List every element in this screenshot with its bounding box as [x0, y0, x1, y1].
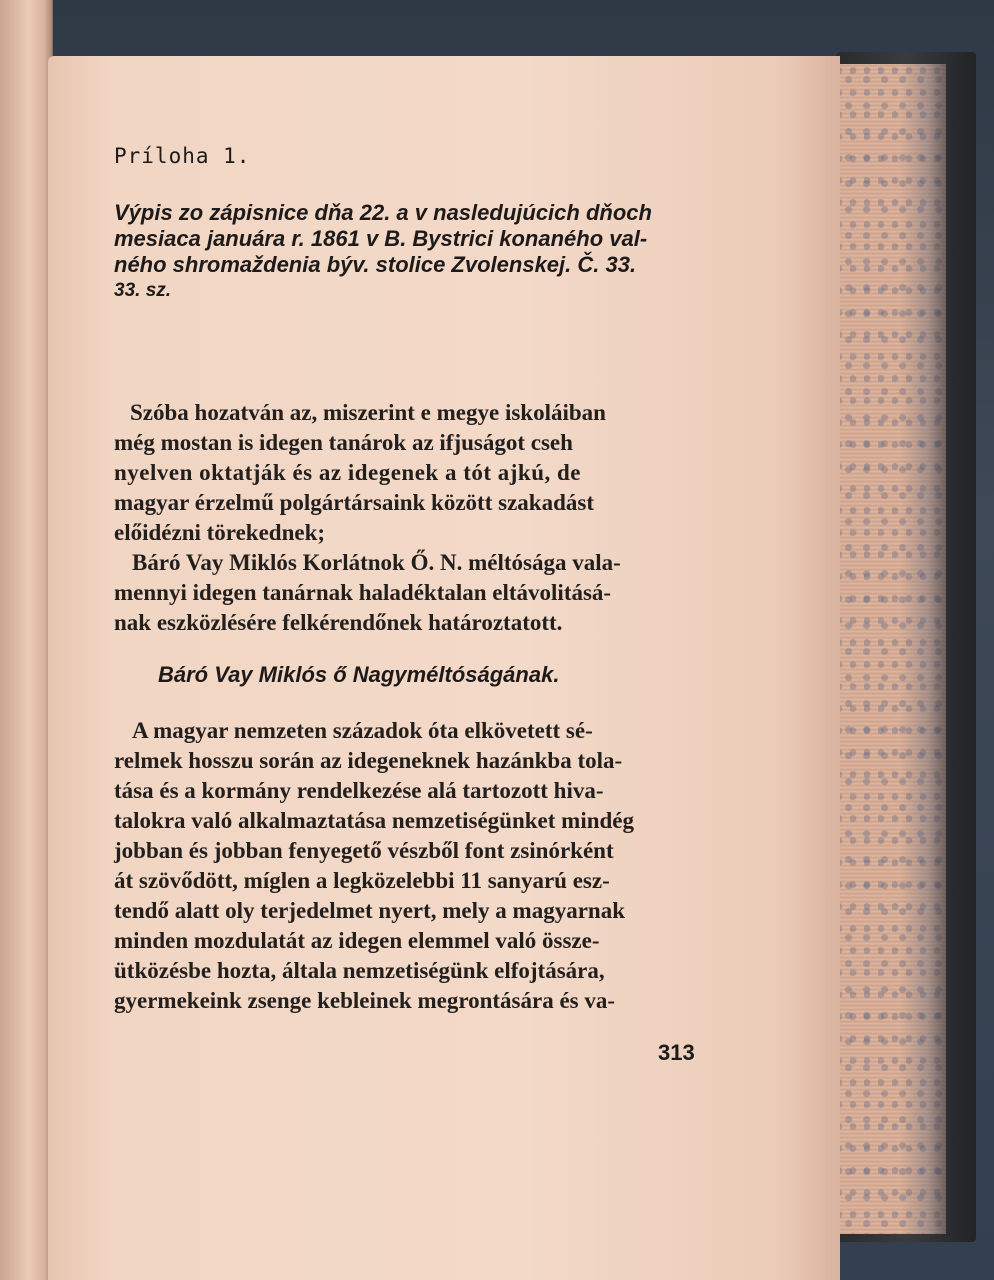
paragraph1-line-4: magyar érzelmű polgártársaink között szakadást — [114, 490, 594, 515]
paragraph1-line-1: Szóba hozatván az, miszerint e megye iskoláiban — [130, 400, 606, 425]
paragraph3-line-4: talokra való alkalmaztatása nemzetiségünket mindég — [114, 808, 635, 833]
paragraph2-line-2: mennyi idegen tanárnak haladéktalan eltávolitásá- — [114, 580, 612, 605]
paragraph3-line-5: jobban és jobban fenyegető vészből font zsinórként — [114, 838, 614, 863]
paragraph3-line-1: A magyar nemzeten századok óta elkövetett sé- — [132, 718, 593, 743]
title-line-1: Výpis zo zápisnice dňa 22. a v nasledujúcich dňoch — [114, 200, 652, 225]
title-line-4: 33. sz. — [114, 280, 172, 301]
title-line-3: ného shromaždenia býv. stolice Zvolenskej. Č. 33. — [114, 252, 637, 277]
paragraph3-line-7: tendő alatt oly terjedelmet nyert, mely a magyarnak — [114, 898, 625, 923]
paragraph1-line-5: előidézni törekednek; — [114, 520, 326, 545]
subheading: Báró Vay Miklós ő Nagyméltóságának. — [158, 662, 560, 687]
paragraph2-line-1: Báró Vay Miklós Korlátnok Ő. N. méltósága vala- — [132, 550, 621, 575]
paragraph3-line-9: ütközésbe hozta, általa nemzetiségünk elfojtására, — [114, 958, 605, 983]
page-block-shadow — [900, 64, 946, 1234]
paragraph3-line-3: tása és a kormány rendelkezése alá tartozott hiva- — [114, 778, 604, 803]
paragraph2-line-3: nak eszközlésére felkérendőnek határoztatott. — [114, 610, 563, 635]
appendix-heading: Príloha 1. — [114, 144, 251, 168]
paragraph1-line-3: nyelven oktatják és az idegenek a tót ajkú, de — [114, 460, 582, 485]
paragraph3-line-10: gyermekeink zsenge kebleinek megrontására és va- — [114, 988, 616, 1013]
paragraph3-line-6: át szövődött, míglen a legközelebbi 11 sanyarú esz- — [114, 868, 610, 893]
paragraph3-line-8: minden mozdulatát az idegen elemmel való össze- — [114, 928, 600, 953]
paragraph1-line-2: még mostan is idegen tanárok az ifjuságot cseh — [114, 430, 573, 455]
previous-page-edge — [0, 0, 53, 1280]
paragraph3-line-2: relmek hosszu során az idegeneknek hazánkba tola- — [114, 748, 623, 773]
page-number: 313 — [658, 1040, 695, 1065]
title-line-2: mesiaca januára r. 1861 v B. Bystrici konaného val- — [114, 226, 648, 251]
